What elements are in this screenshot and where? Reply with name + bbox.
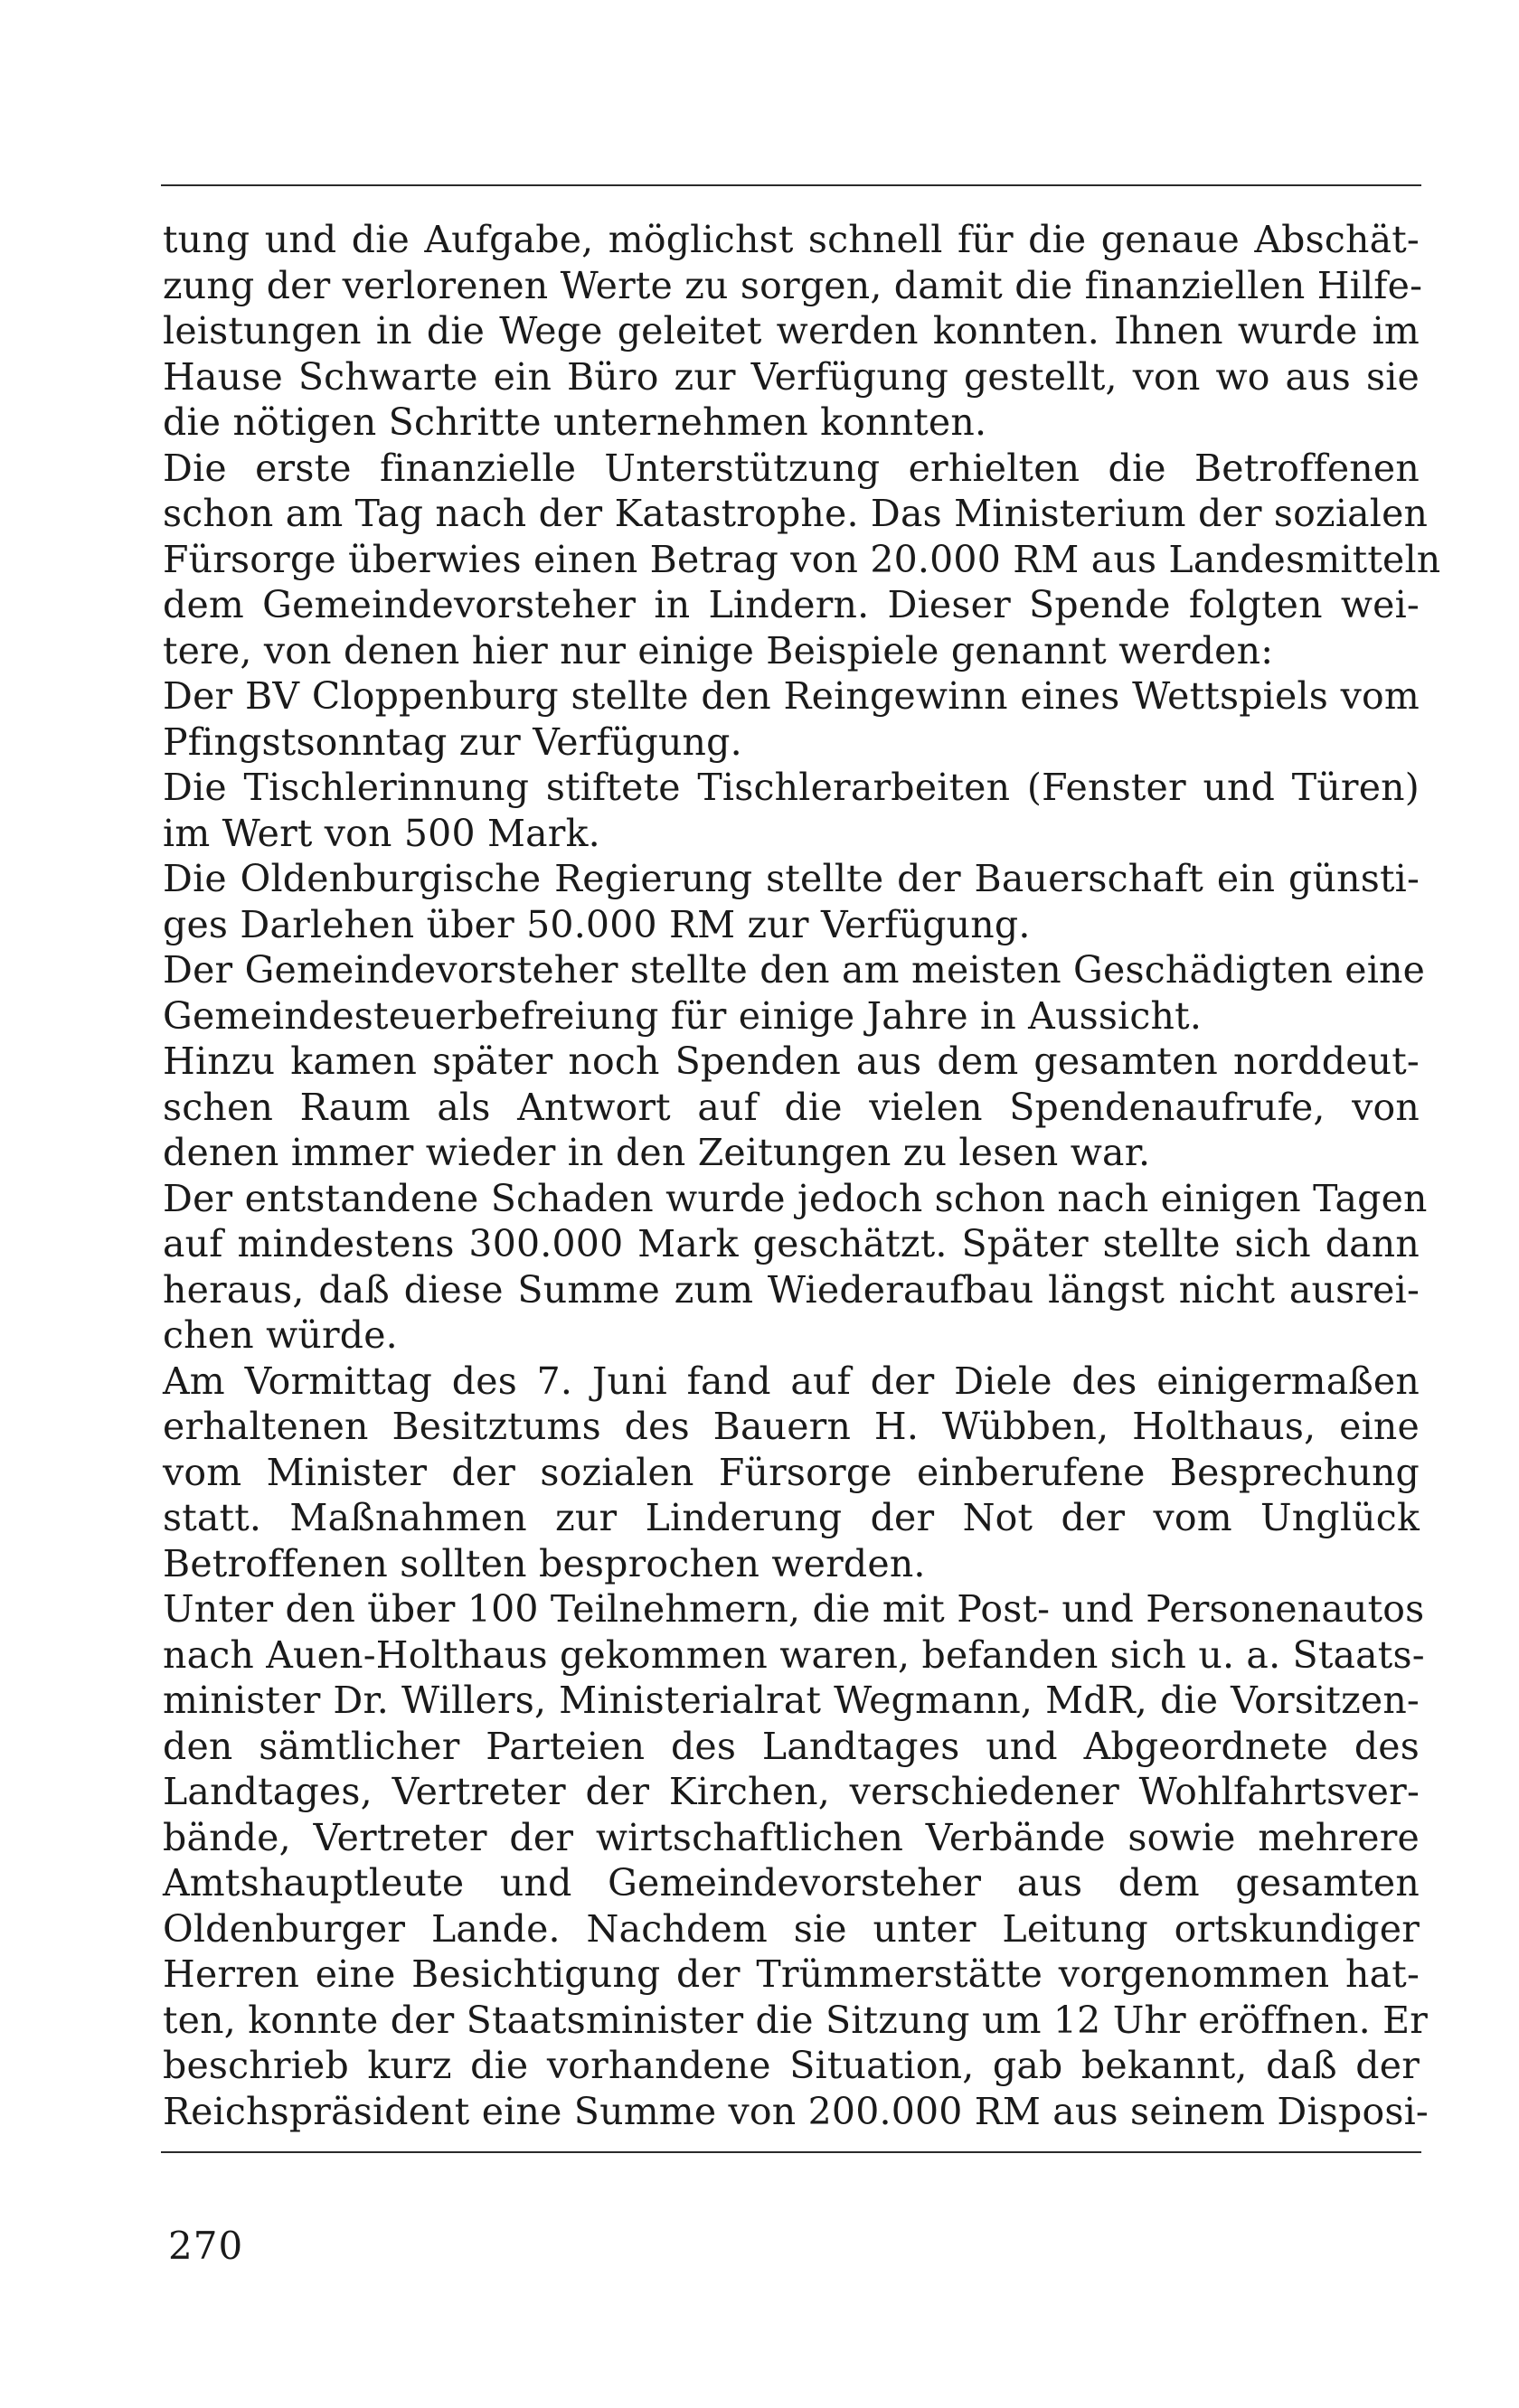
text-line: auf mindestens 300.000 Mark geschätzt. Später stellte sich dann [163, 1222, 1420, 1265]
text-line: den sämtlicher Parteien des Landtages und Abgeordnete des [163, 1724, 1420, 1768]
text-line: minister Dr. Willers, Ministerialrat Wegmann, MdR, die Vorsitzen- [163, 1679, 1420, 1722]
text-line: beschrieb kurz die vorhandene Situation, gab bekannt, daß der [163, 2044, 1420, 2087]
text-line: Unter den über 100 Teilnehmern, die mit Post- und Personenautos [163, 1587, 1425, 1631]
text-line: ten, konnte der Staatsminister die Sitzung um 12 Uhr eröffnen. Er [163, 1998, 1429, 2042]
text-line: schon am Tag nach der Katastrophe. Das Ministerium der sozialen [163, 492, 1429, 535]
text-line: chen würde. [163, 1313, 398, 1357]
text-line: denen immer wieder in den Zeitungen zu lesen war. [163, 1131, 1151, 1174]
text-line: Gemeindesteuerbefreiung für einige Jahre in Aussicht. [163, 993, 1203, 1038]
text-line: ges Darlehen über 50.000 RM zur Verfügung. [163, 902, 1031, 946]
text-line: Der BV Cloppenburg stellte den Reingewinn eines Wettspiels vom [163, 674, 1420, 718]
text-line: Amtshauptleute und Gemeindevorsteher aus dem gesamten [163, 1861, 1420, 1905]
text-line: erhaltenen Besitztums des Bauern H. Wübben, Holthaus, eine [163, 1405, 1420, 1448]
page-number: 270 [168, 2224, 244, 2268]
text-line: statt. Maßnahmen zur Linderung der Not der vom Unglück [163, 1496, 1420, 1539]
text-line: tung und die Aufgabe, möglichst schnell für die genaue Abschät- [163, 218, 1420, 261]
text-line: die nötigen Schritte unternehmen konnten. [163, 400, 987, 444]
top-rule [161, 184, 1421, 186]
text-line: leistungen in die Wege geleitet werden konnten. Ihnen wurde im [163, 309, 1420, 353]
text-line: Pfingstsonntag zur Verfügung. [163, 720, 742, 764]
text-line: tere, von denen hier nur einige Beispiele genannt werden: [163, 628, 1274, 673]
text-line: Die Tischlerinnung stiftete Tischlerarbeiten (Fenster und Türen) [163, 766, 1420, 809]
text-line: nach Auen-Holthaus gekommen waren, befanden sich u. a. Staats- [163, 1632, 1425, 1677]
text-line: Hause Schwarte ein Büro zur Verfügung gestellt, von wo aus sie [163, 354, 1420, 399]
text-line: schen Raum als Antwort auf die vielen Spendenaufrufe, von [163, 1085, 1420, 1129]
body-text [163, 217, 1441, 2134]
text-line: im Wert von 500 Mark. [163, 811, 600, 855]
text-line: bände, Vertreter der wirtschaftlichen Verbände sowie mehrere [163, 1815, 1420, 1859]
text-line: Hinzu kamen später noch Spenden aus dem gesamten norddeut- [163, 1039, 1420, 1083]
text-line: Landtages, Vertreter der Kirchen, verschiedener Wohlfahrtsver- [163, 1770, 1420, 1813]
text-line: dem Gemeindevorsteher in Lindern. Dieser Spende folgten wei- [163, 583, 1420, 626]
text-line: Der entstandene Schaden wurde jedoch schon nach einigen Tagen [163, 1176, 1428, 1220]
text-line: Am Vormittag des 7. Juni fand auf der Diele des einigermaßen [163, 1359, 1420, 1403]
text-line: Die Oldenburgische Regierung stellte der Bauerschaft ein günsti- [163, 857, 1420, 900]
text-line: Die erste finanzielle Unterstützung erhielten die Betroffenen [163, 446, 1420, 490]
text-line: Fürsorge überwies einen Betrag von 20.000 RM aus Landesmitteln [163, 537, 1441, 581]
text-line: Betroffenen sollten besprochen werden. [163, 1541, 926, 1585]
text-line: Reichspräsident eine Summe von 200.000 RM aus seinem Disposi- [163, 2089, 1429, 2133]
text-line: Der Gemeindevorsteher stellte den am meisten Geschädigten eine [163, 948, 1426, 992]
text-line: zung der verlorenen Werte zu sorgen, damit die finanziellen Hilfe- [163, 263, 1423, 307]
text-line: heraus, daß diese Summe zum Wiederaufbau längst nicht ausrei- [163, 1267, 1420, 1312]
text-line: vom Minister der sozialen Fürsorge einberufene Besprechung [163, 1450, 1420, 1494]
text-line: Oldenburger Lande. Nachdem sie unter Leitung ortskundiger [163, 1906, 1420, 1951]
text-line: Herren eine Besichtigung der Trümmerstätte vorgenommen hat- [163, 1952, 1420, 1996]
bottom-rule [161, 2151, 1421, 2153]
